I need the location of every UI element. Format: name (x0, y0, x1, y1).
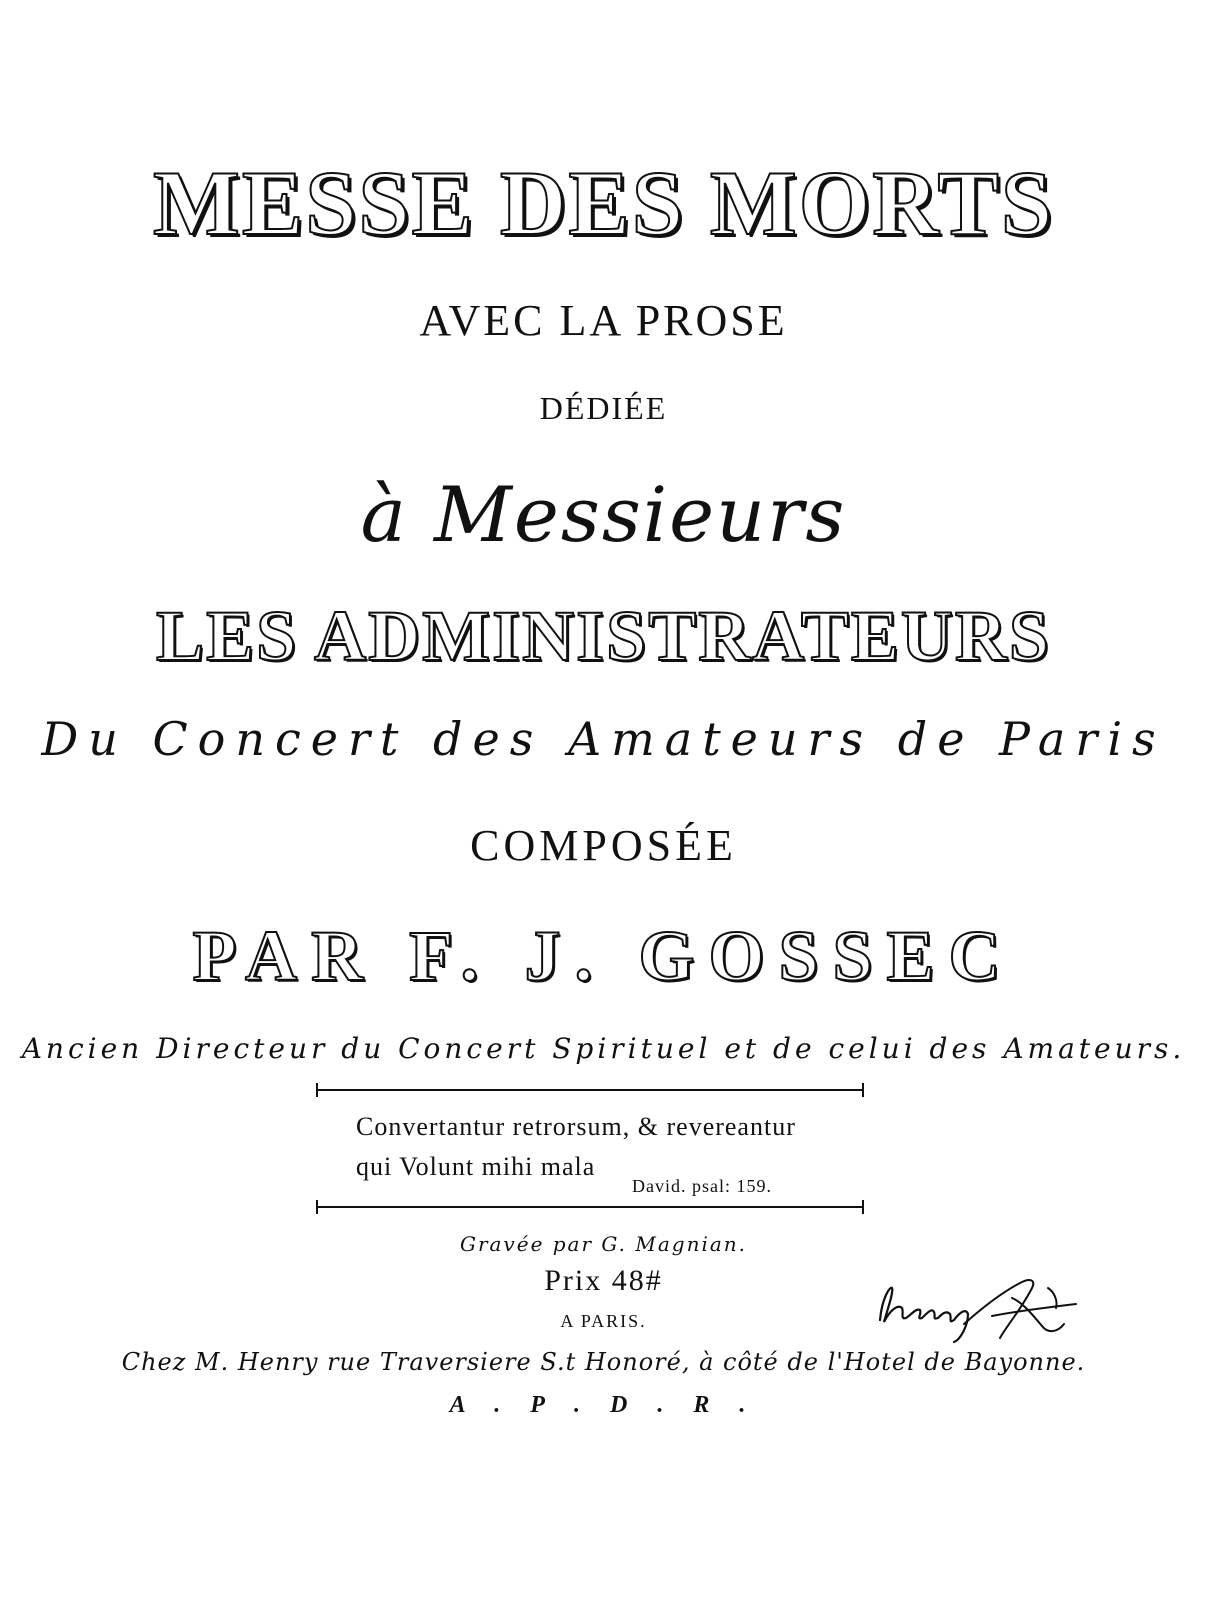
epigraph-rule-top (316, 1089, 864, 1091)
epigraph-line-1: Convertantur retrorsum, & revereantur (356, 1112, 796, 1141)
dedication-label: DÉDIÉE (539, 390, 668, 426)
handwritten-signature (872, 1268, 1092, 1348)
epigraph-line-2: qui Volunt mihi mala (356, 1152, 596, 1181)
city: A PARIS. (560, 1311, 647, 1331)
composer-title: Ancien Directeur du Concert Spirituel et de celui des Amateurs. (21, 1032, 1186, 1065)
epigraph-rule-bottom (316, 1206, 864, 1208)
epigraph-reference: David. psal: 159. (632, 1176, 772, 1196)
dedicatee-salutation: à Messieurs (360, 470, 847, 559)
concert-name: Du Concert des Amateurs de Paris (41, 712, 1166, 766)
dedicatee-title: LES ADMINISTRATEURS (156, 596, 1051, 676)
main-title: MESSE DES MORTS (153, 152, 1054, 254)
subtitle: AVEC LA PROSE (419, 296, 788, 345)
engraver-credit: Gravée par G. Magnian. (459, 1232, 748, 1256)
composed-label: COMPOSÉE (470, 821, 737, 870)
composer-name: PAR F. J. GOSSEC (192, 916, 1015, 996)
publisher-address: Chez M. Henry rue Traversiere S.t Honoré, à côté de l'Hotel de Bayonne. (121, 1348, 1086, 1376)
privilege-mark: A . P . D . R . (449, 1392, 758, 1418)
price: Prix 48# (544, 1264, 663, 1297)
